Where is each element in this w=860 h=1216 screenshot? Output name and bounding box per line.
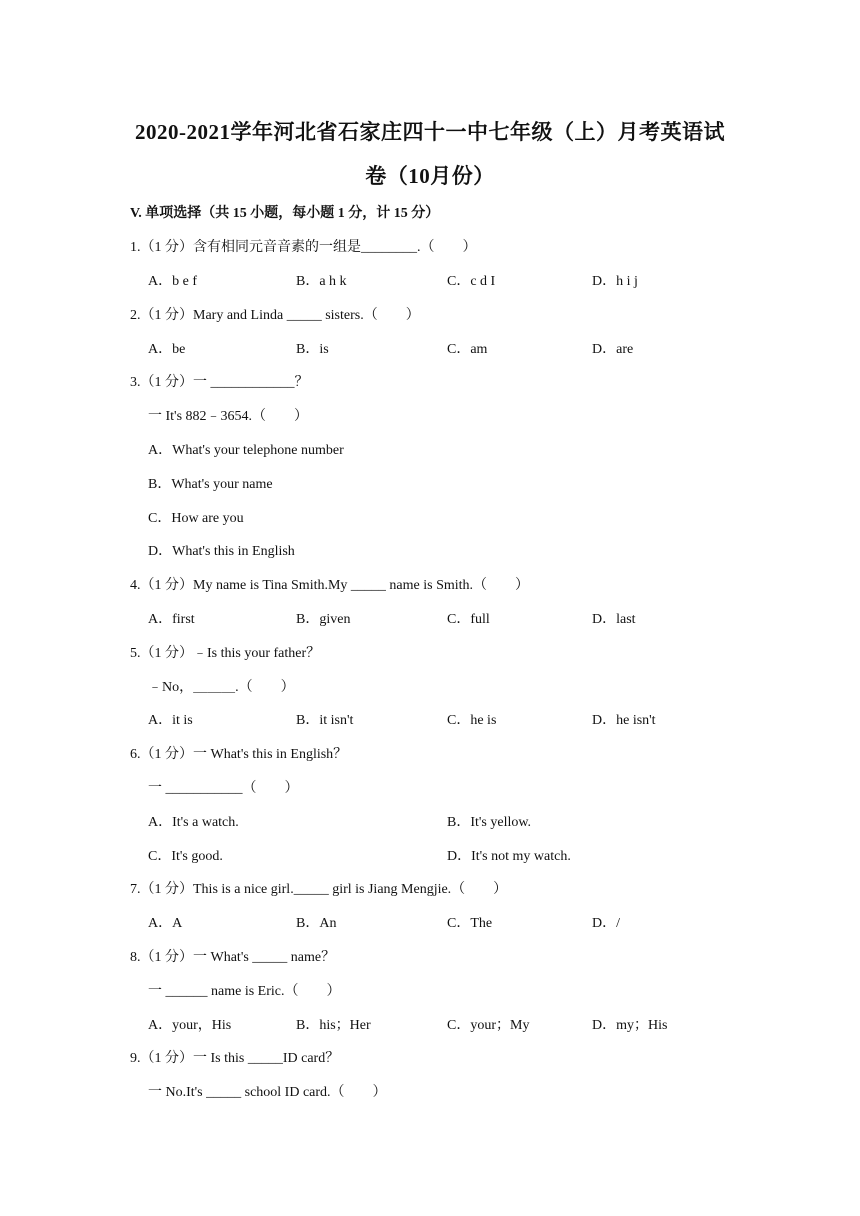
question-6-option-d[interactable]: D．It's not my watch. (447, 849, 571, 864)
question-2-option-d[interactable]: D．are (592, 342, 634, 357)
question-7-option-a[interactable]: A．A (148, 916, 183, 931)
question-3-option-a[interactable]: A．What's your telephone number (148, 443, 344, 458)
question-6-option-c[interactable]: C．It's good. (148, 849, 223, 864)
question-3-reply: 一 It's 882﹣3654.（ ） (148, 409, 309, 424)
question-9-reply: 一 No.It's _____ school ID card.（ ） (148, 1085, 387, 1100)
question-4-stem: 4.（1 分）My name is Tina Smith.My _____ name is Smith.（ ） (130, 578, 530, 593)
question-5-option-c[interactable]: C．he is (447, 713, 497, 728)
question-4-option-c[interactable]: C．full (447, 612, 490, 627)
document-title-line-1: 2020-2021学年河北省石家庄四十一中七年级（上）月考英语试 (135, 120, 725, 144)
question-8-stem: 8.（1 分）一 What's _____ name？ (130, 950, 336, 965)
document-title-line-2: 卷（10月份） (365, 164, 495, 188)
question-5-option-b[interactable]: B．it isn't (296, 713, 354, 728)
question-5-option-a[interactable]: A．it is (148, 713, 193, 728)
question-8-option-b[interactable]: B．his；Her (296, 1018, 371, 1033)
question-5-reply: ﹣No，＿＿＿.（ ） (148, 680, 295, 695)
question-7-stem: 7.（1 分）This is a nice girl._____ girl is Jiang Mengjie.（ ） (130, 882, 508, 897)
question-6-option-b[interactable]: B．It's yellow. (447, 815, 532, 830)
question-5-stem: 5.（1 分）﹣Is this your father？ (130, 646, 321, 661)
question-3-stem: 3.（1 分）一 ____________？ (130, 375, 309, 390)
question-1-option-a[interactable]: A．b e f (148, 274, 197, 289)
question-6-reply: 一 ___________（ ） (148, 781, 299, 796)
question-2-stem: 2.（1 分）Mary and Linda _____ sisters.（ ） (130, 308, 420, 323)
question-7-option-d[interactable]: D．/ (592, 916, 620, 931)
question-8-reply: 一 ______ name is Eric.（ ） (148, 984, 341, 999)
question-1-option-c[interactable]: C．c d I (447, 274, 496, 289)
question-7-option-c[interactable]: C．The (447, 916, 493, 931)
question-1-option-b[interactable]: B．a h k (296, 274, 347, 289)
question-8-option-a[interactable]: A．your，His (148, 1018, 232, 1033)
question-1-stem: 1.（1 分）含有相同元音音素的一组是________.（ ） (130, 240, 477, 255)
question-2-option-b[interactable]: B．is (296, 342, 329, 357)
question-2-option-c[interactable]: C．am (447, 342, 488, 357)
question-5-option-d[interactable]: D．he isn't (592, 713, 656, 728)
question-3-option-b[interactable]: B．What's your name (148, 477, 273, 492)
question-9-stem: 9.（1 分）一 Is this _____ID card？ (130, 1051, 340, 1066)
question-8-option-c[interactable]: C．your；My (447, 1018, 530, 1033)
question-4-option-a[interactable]: A．first (148, 612, 195, 627)
question-4-option-b[interactable]: B．given (296, 612, 351, 627)
section-heading: V. 单项选择（共 15 小题，每小题 1 分，计 15 分） (130, 206, 440, 221)
question-2-option-a[interactable]: A．be (148, 342, 186, 357)
question-8-option-d[interactable]: D．my；His (592, 1018, 668, 1033)
question-1-option-d[interactable]: D．h i j (592, 274, 638, 289)
question-6-option-a[interactable]: A．It's a watch. (148, 815, 239, 830)
question-4-option-d[interactable]: D．last (592, 612, 636, 627)
question-3-option-c[interactable]: C．How are you (148, 511, 244, 526)
question-6-stem: 6.（1 分）一 What's this in English？ (130, 747, 348, 762)
question-7-option-b[interactable]: B．An (296, 916, 337, 931)
question-3-option-d[interactable]: D．What's this in English (148, 544, 295, 559)
